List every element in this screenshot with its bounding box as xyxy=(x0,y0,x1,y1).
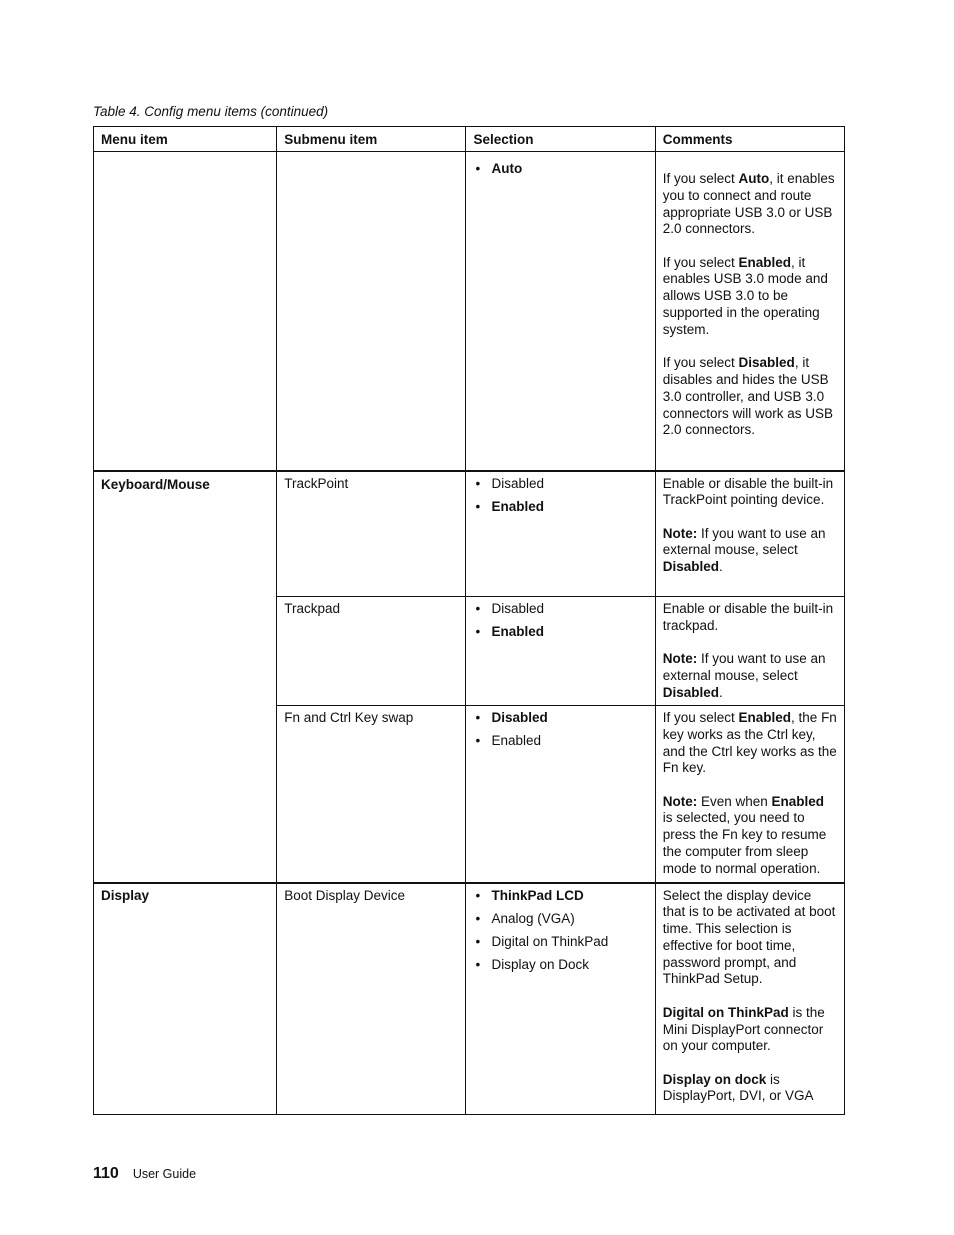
selection-option-default: • Disabled xyxy=(473,710,647,727)
selection-option-default: • ThinkPad LCD xyxy=(473,888,647,905)
comment-note: Note: If you want to use an external mouse, select Disabled. xyxy=(662,651,826,700)
cell-comments xyxy=(655,706,844,883)
cell-submenu-trackpoint: TrackPoint xyxy=(277,471,466,597)
selection-option-default: • Enabled xyxy=(473,499,647,516)
header-selection: Selection xyxy=(466,127,655,152)
selection-option: • Disabled xyxy=(473,601,647,618)
cell-menu-item xyxy=(94,152,277,471)
comment-digital: Digital on ThinkPad is the Mini DisplayPort connector on your computer. xyxy=(662,1004,825,1054)
comment-disabled: If you select Disabled, it disables and hides the USB 3.0 controller, and USB 3.0 connectors will work as USB 2.0 connectors. xyxy=(662,355,834,438)
selection-option: • Digital on ThinkPad xyxy=(473,934,647,951)
cell-submenu-item xyxy=(277,152,466,471)
header-comments: Comments xyxy=(655,127,844,152)
cell-selection xyxy=(466,597,655,706)
selection-list xyxy=(473,161,647,178)
cell-selection xyxy=(466,152,655,471)
comment-text: Enable or disable the built-in trackpad. xyxy=(662,601,834,633)
selection-list xyxy=(473,601,647,641)
cell-menu-keyboard-mouse: Keyboard/Mouse xyxy=(94,471,277,883)
comment-text: Select the display device that is to be activated at boot time. This selection is effective for boot time, password prompt, and ThinkPad Setup. xyxy=(662,887,836,987)
selection-option: • Auto xyxy=(473,161,647,178)
page-footer xyxy=(93,1165,196,1183)
config-menu-table xyxy=(93,126,845,1115)
cell-comments xyxy=(655,883,844,1115)
cell-comments xyxy=(655,471,844,597)
cell-selection xyxy=(466,471,655,597)
comment-text: If you select Enabled, the Fn key works as the Ctrl key, and the Ctrl key works as the Fn key. xyxy=(662,710,837,776)
selection-option: • Enabled xyxy=(473,733,647,750)
selection-option: • Analog (VGA) xyxy=(473,911,647,928)
selection-option: • Display on Dock xyxy=(473,957,647,974)
comment-dock: Display on dock is DisplayPort, DVI, or VGA xyxy=(662,1071,814,1104)
comment-text: Enable or disable the built-in TrackPoint pointing device. xyxy=(662,475,834,508)
comment-note: Note: Even when Enabled is selected, you need to press the Fn key to resume the computer from sleep mode to normal operation. xyxy=(662,793,827,876)
comment-enabled: If you select Enabled, it enables USB 3.0 mode and allows USB 3.0 to be supported in the operating system. xyxy=(662,254,828,337)
page-number: 110 xyxy=(93,1165,119,1182)
table-header-row xyxy=(94,127,845,152)
selection-list xyxy=(473,888,647,975)
cell-submenu-boot-display: Boot Display Device xyxy=(277,883,466,1115)
selection-list xyxy=(473,476,647,516)
cell-selection xyxy=(466,706,655,883)
cell-submenu-trackpad: Trackpad xyxy=(277,597,466,706)
document-title: User Guide xyxy=(132,1167,197,1181)
table-row-display xyxy=(94,883,845,1115)
comment-note: Note: If you want to use an external mouse, select Disabled. xyxy=(662,525,826,575)
cell-comments xyxy=(655,152,844,471)
table-row-usb xyxy=(94,152,845,471)
cell-selection xyxy=(466,883,655,1115)
comment-auto: If you select Auto, it enables you to connect and route appropriate USB 3.0 or USB 2.0 connectors. xyxy=(662,171,835,237)
table-row-trackpoint xyxy=(94,471,845,597)
cell-comments xyxy=(655,597,844,706)
cell-menu-display: Display xyxy=(94,883,277,1115)
table-caption: Table 4. Config menu items (continued) xyxy=(93,104,329,119)
selection-option-default: • Enabled xyxy=(473,624,647,641)
selection-option: • Disabled xyxy=(473,476,647,493)
header-submenu-item: Submenu item xyxy=(277,127,466,152)
header-menu-item: Menu item xyxy=(94,127,277,152)
selection-list xyxy=(473,710,647,750)
cell-submenu-fn-ctrl: Fn and Ctrl Key swap xyxy=(277,706,466,883)
